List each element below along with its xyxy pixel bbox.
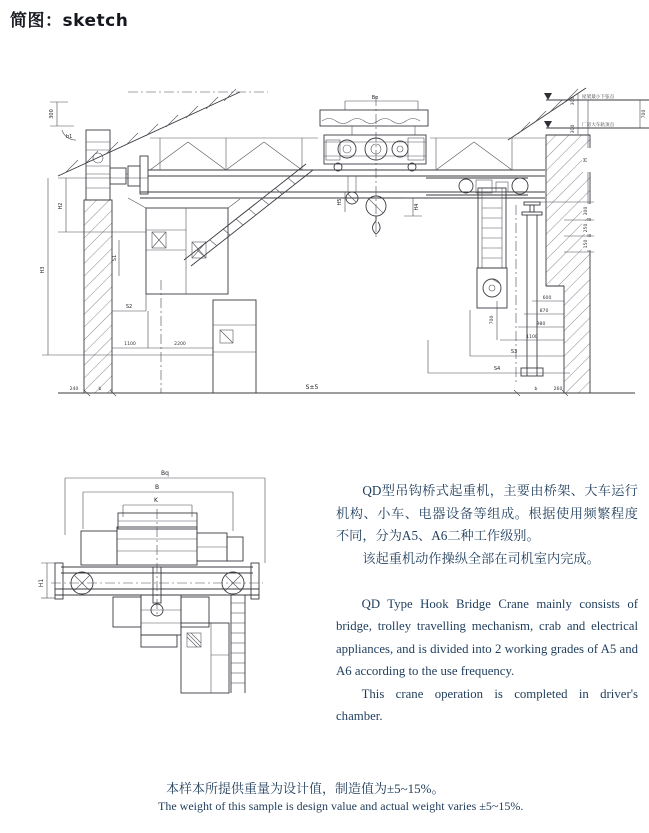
dim-note-700: 700 [642, 109, 647, 119]
side-hook [113, 567, 209, 647]
left-dim-chains [40, 102, 213, 355]
dim-h4: H4 [414, 203, 420, 211]
dim-h1: H1 [38, 578, 45, 588]
side-trolley [81, 513, 243, 565]
staircase [184, 164, 313, 266]
dim-h: H [583, 158, 589, 162]
dim-260: 260 [553, 387, 563, 392]
description-cn-2: 该起重机动作操纵全部在司机室内完成。 [362, 551, 600, 567]
side-top-dims [65, 470, 265, 563]
left-wall [84, 130, 112, 393]
dim-s3: S3 [510, 349, 518, 355]
roof-note-2: 厂房大车轨顶点 [582, 123, 615, 128]
footer-note-en: The weight of this sample is design value and actual weight varies ±5~15%. [158, 799, 524, 813]
dim-s2: S2 [125, 304, 133, 310]
page-title [10, 6, 128, 31]
dim-1100-col: 1100 [526, 335, 538, 340]
dim-240: 240 [69, 387, 79, 392]
dim-note-300a: 300 [571, 96, 576, 106]
wall-ladder [477, 188, 507, 308]
dim-300-topleft: 300 [49, 109, 55, 119]
dim-b-right: b [534, 387, 538, 392]
page-title-en: sketch [62, 11, 129, 31]
dim-r250: 250 [584, 223, 589, 233]
dim-s1: S1 [112, 254, 118, 262]
left-roof-structure [58, 89, 268, 176]
dim-r300: 300 [584, 206, 589, 216]
dim-bq: Bq [161, 470, 169, 477]
dim-k: K [154, 497, 158, 504]
dim-1100: 1100 [124, 342, 136, 347]
dim-700: 700 [490, 315, 495, 325]
description-en-2: This crane operation is completed in driver's chamber. [336, 686, 638, 724]
dim-b-left: b [98, 387, 102, 392]
dim-bo: Bo [371, 95, 379, 101]
page-title-zh: 简图： [10, 11, 63, 31]
bridge-girder [110, 138, 545, 198]
description-block [336, 480, 638, 728]
side-crane-drawing [25, 455, 320, 710]
ceiling-datums [544, 93, 649, 134]
dim-note-300b: 300 [571, 124, 576, 134]
dim-h2: H2 [58, 202, 64, 210]
dim-b1: b1 [66, 134, 73, 140]
footer-note-cn: 本样本所提供重量为设计值，制造值为±5~15%。 [166, 781, 445, 796]
description-cn-1: QD型吊钩桥式起重机，主要由桥架、大车运行机构、小车、电器设备等组成。根据使用频繁程度不同，分为A5、A6二种工作级别。 [336, 483, 638, 544]
roof-note-1: 屋架最小下弦点 [582, 95, 615, 100]
dim-span: S±5 [305, 384, 319, 391]
dim-b: B [154, 484, 160, 491]
dim-600: 600 [542, 296, 552, 301]
bottom-dims [58, 294, 635, 396]
driver-cab [128, 198, 240, 294]
trolley [320, 95, 428, 240]
dim-s4: S4 [493, 366, 501, 372]
description-en-1: QD Type Hook Bridge Crane mainly consists of bridge, trolley travelling mechanism, crab and electrical appliances, and is divided into 2 working grades of A5 and A6 according to the use frequency. [336, 596, 638, 679]
side-girder [38, 509, 263, 617]
dim-r150: 150 [584, 239, 589, 249]
dim-h5: H5 [337, 198, 343, 206]
column-dim-stack [428, 295, 570, 373]
main-crane-drawing [0, 80, 649, 425]
dim-h3: H3 [40, 266, 46, 274]
dim-2200: 2200 [174, 342, 186, 347]
dim-870: 870 [539, 309, 549, 314]
side-ladder [231, 595, 245, 693]
footer-note [158, 778, 523, 814]
side-cab [181, 623, 229, 693]
dim-980: 980 [536, 322, 546, 327]
hook-assembly [337, 176, 422, 234]
lower-platform [161, 280, 256, 393]
